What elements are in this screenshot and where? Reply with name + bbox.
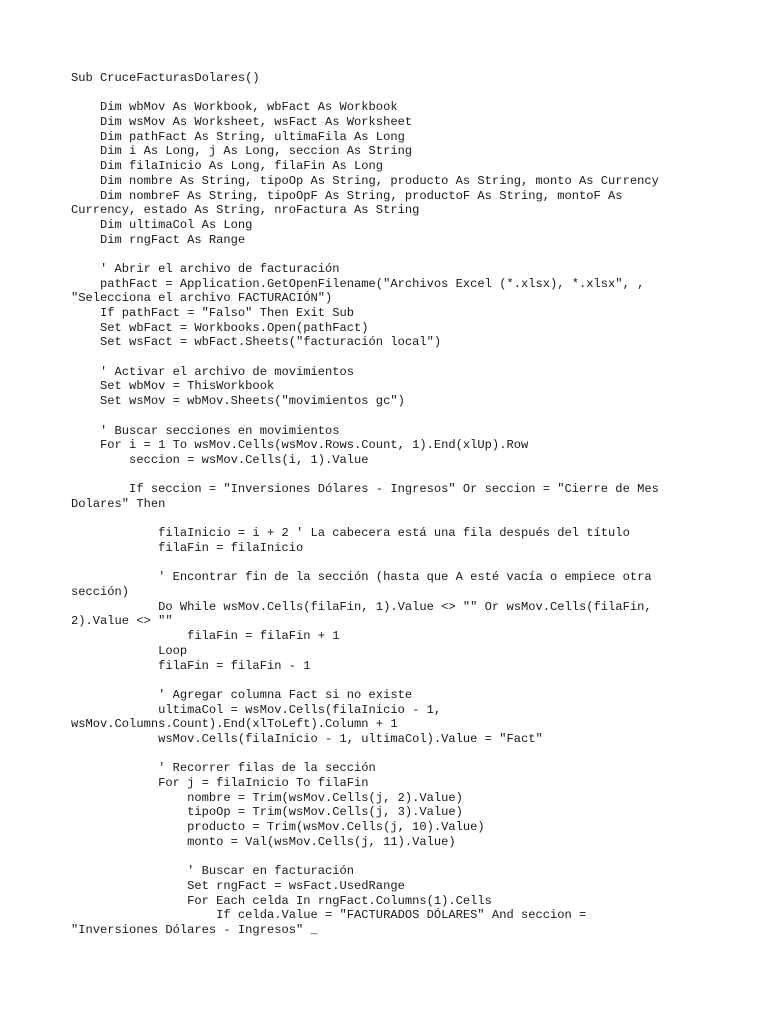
code-line: Dim filaInicio As Long, filaFin As Long — [71, 159, 384, 174]
code-line: Dim nombreF As String, tipoOpF As String, productoF As String, montoF As — [71, 188, 623, 203]
code-line: "Selecciona el archivo FACTURACIÓN") — [71, 291, 333, 306]
code-line — [71, 512, 691, 527]
code-line: tipoOp = Trim(wsMov.Cells(j, 3).Value) — [71, 805, 463, 820]
code-line: Dim wbMov As Workbook, wbFact As Workbook — [71, 100, 398, 115]
code-line: producto = Trim(wsMov.Cells(j, 10).Value) — [71, 820, 485, 835]
code-line — [71, 468, 691, 483]
code-line: Dim rngFact As Range — [71, 232, 246, 247]
code-line — [71, 849, 691, 864]
code-line: filaInicio = i + 2 ' La cabecera está una fila después del título — [71, 526, 630, 541]
code-line: If pathFact = "Falso" Then Exit Sub — [71, 306, 355, 320]
code-line: ' Activar el archivo de movimientos — [71, 364, 355, 379]
code-line: Currency, estado As String, nroFactura As String — [71, 203, 420, 218]
code-line: ultimaCol = wsMov.Cells(filaInicio - 1, — [71, 702, 442, 717]
code-line: Dim ultimaCol As Long — [71, 217, 253, 232]
code-line: ' Buscar en facturación — [71, 864, 355, 879]
code-line: monto = Val(wsMov.Cells(j, 11).Value) — [71, 834, 456, 849]
code-line: filaFin = filaInicio — [71, 541, 304, 555]
code-line — [71, 747, 691, 762]
code-line: Do While wsMov.Cells(filaFin, 1).Value <> "" Or wsMov.Cells(filaFin, — [71, 599, 652, 614]
code-line: "Inversiones Dólares - Ingresos" _ — [71, 922, 318, 937]
code-line: ' Encontrar fin de la sección (hasta que A esté vacía o empiece otra — [71, 570, 652, 585]
code-line: Sub CruceFacturasDolares() — [71, 71, 260, 85]
code-line: wsMov.Columns.Count).End(xlToLeft).Column + 1 — [71, 717, 398, 732]
code-line: filaFin = filaFin + 1 — [71, 629, 340, 644]
code-line: pathFact = Application.GetOpenFilename("Archivos Excel (*.xlsx), *.xlsx", , — [71, 276, 645, 291]
code-line — [71, 247, 691, 262]
code-line: wsMov.Cells(filaInicio - 1, ultimaCol).Value = "Fact" — [71, 731, 543, 746]
code-line: filaFin = filaFin - 1 — [71, 658, 311, 673]
code-line: seccion = wsMov.Cells(i, 1).Value — [71, 452, 369, 467]
code-line — [71, 86, 691, 101]
code-line: For i = 1 To wsMov.Cells(wsMov.Rows.Count, 1).End(xlUp).Row — [71, 438, 529, 453]
code-line — [71, 350, 691, 365]
code-line: Loop — [71, 643, 188, 658]
code-line: If seccion = "Inversiones Dólares - Ingresos" Or seccion = "Cierre de Mes — [71, 482, 659, 497]
code-line: Set wsMov = wbMov.Sheets("movimientos gc") — [71, 394, 405, 409]
code-line: Dim i As Long, j As Long, seccion As String — [71, 144, 413, 159]
code-line: ' Recorrer filas de la sección — [71, 761, 376, 776]
code-line: For j = filaInicio To filaFin — [71, 776, 369, 790]
code-line: Dim pathFact As String, ultimaFila As Long — [71, 129, 405, 144]
code-line: Set wbMov = ThisWorkbook — [71, 379, 275, 394]
code-line: sección) — [71, 585, 130, 600]
code-line — [71, 409, 691, 424]
code-line: For Each celda In rngFact.Columns(1).Cells — [71, 893, 492, 908]
vba-code-block — [71, 71, 691, 938]
code-line: Dolares" Then — [71, 496, 166, 511]
code-line: ' Agregar columna Fact si no existe — [71, 687, 413, 702]
code-line: If celda.Value = "FACTURADOS DÓLARES" And seccion = — [71, 908, 587, 923]
code-line: Set wsFact = wbFact.Sheets("facturación local") — [71, 335, 442, 350]
code-line: ' Abrir el archivo de facturación — [71, 261, 340, 276]
code-line — [71, 673, 691, 688]
code-line: Set rngFact = wsFact.UsedRange — [71, 878, 405, 893]
code-line — [71, 556, 691, 571]
code-line: ' Buscar secciones en movimientos — [71, 423, 340, 438]
code-line: 2).Value <> "" — [71, 614, 173, 629]
code-line: nombre = Trim(wsMov.Cells(j, 2).Value) — [71, 790, 463, 805]
code-line: Dim nombre As String, tipoOp As String, producto As String, monto As Currency — [71, 173, 659, 188]
code-line: Dim wsMov As Worksheet, wsFact As Worksheet — [71, 115, 413, 130]
code-line: Set wbFact = Workbooks.Open(pathFact) — [71, 320, 369, 335]
